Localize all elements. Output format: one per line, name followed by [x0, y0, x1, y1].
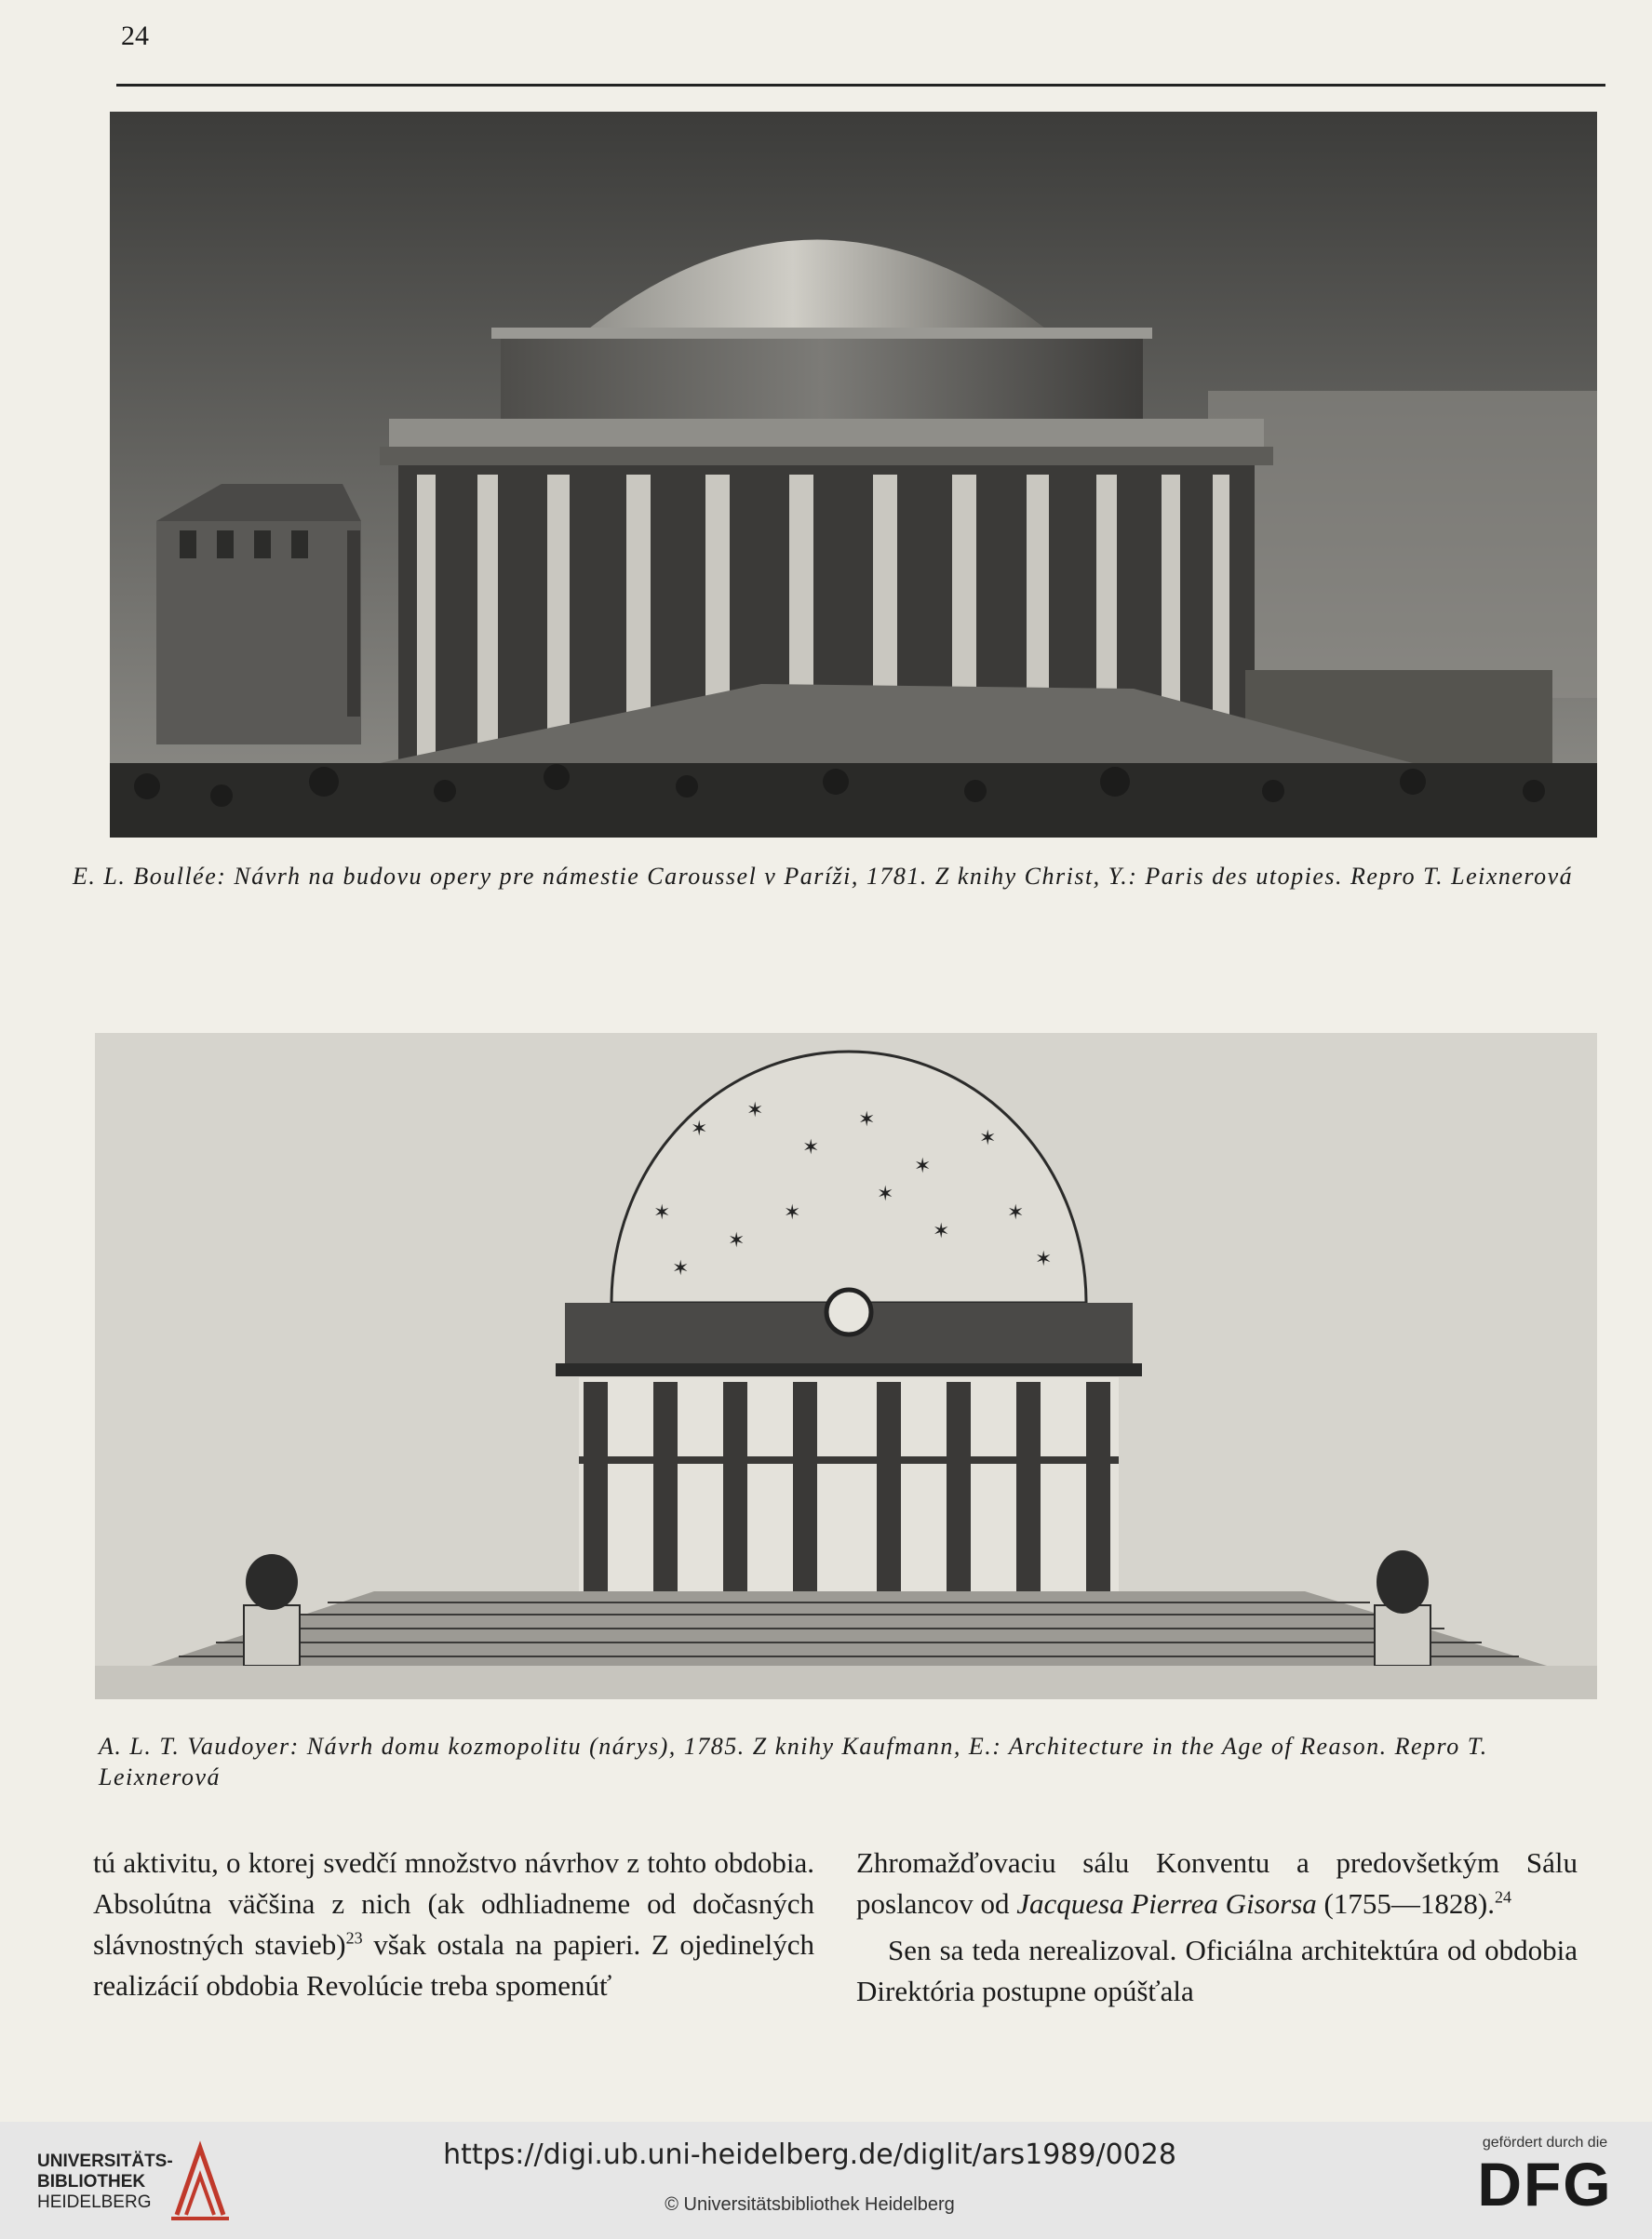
dfg-logo[interactable]	[1461, 2135, 1629, 2228]
library-name: UNIVERSITÄTS- BIBLIOTHEK HEIDELBERG	[37, 2152, 173, 2212]
svg-text:✶: ✶	[858, 1107, 876, 1131]
svg-text:✶: ✶	[691, 1117, 708, 1140]
footer-bar	[0, 2122, 1652, 2239]
svg-text:✶: ✶	[784, 1200, 801, 1224]
footnote-ref-23: 23	[345, 1928, 363, 1948]
library-logo[interactable]	[37, 2140, 233, 2224]
page-number: 24	[121, 20, 149, 51]
svg-text:✶: ✶	[1035, 1247, 1053, 1270]
figure2-caption: A. L. T. Vaudoyer: Návrh domu kozmopolitu (nárys), 1785. Z knihy Kaufmann, E.: Architecture in the Age of Reason. Repro T. Leixnerová	[99, 1733, 1488, 1790]
svg-text:✶: ✶	[746, 1098, 764, 1121]
svg-text:✶: ✶	[653, 1200, 671, 1224]
figure1-caption: E. L. Boullée: Návrh na budovu opery pre námestie Caroussel v Paríži, 1781. Z knihy Christ, Y.: Paris des utopies. Repro T. Leixnerová	[73, 863, 1574, 890]
figure-cosmopolitan-house-image	[95, 1033, 1597, 1699]
source-url-link[interactable]: https://digi.ub.uni-heidelberg.de/diglit/ars1989/0028	[443, 2138, 1176, 2171]
svg-text:✶: ✶	[672, 1256, 690, 1280]
svg-text:✶: ✶	[979, 1126, 997, 1149]
library-mark-icon	[168, 2140, 233, 2220]
svg-text:✶: ✶	[877, 1182, 894, 1205]
person-name: Jacquesa Pierrea Gisorsa	[1016, 1887, 1317, 1920]
footnote-ref-24: 24	[1494, 1887, 1511, 1907]
funding-label: gefördert durch die	[1482, 2135, 1608, 2151]
svg-text:✶: ✶	[914, 1154, 932, 1177]
figure-opera-building-image	[110, 112, 1597, 838]
header-rule	[116, 84, 1605, 87]
svg-text:✶: ✶	[1007, 1200, 1025, 1224]
copyright-notice: © Universitätsbibliothek Heidelberg	[665, 2194, 955, 2215]
svg-text:✶: ✶	[728, 1228, 745, 1252]
cosmopolitan-house-drawing	[95, 1033, 1597, 1699]
svg-text:✶: ✶	[802, 1135, 820, 1159]
left-paragraph: tú aktivitu, o ktorej svedčí množstvo návrhov z tohto obdobia. Absolútna väčšina z nich (ak odhliadneme od dočasných slávnostných stavieb)$^{23}$ však ostala na papieri. Z ojedinelých realizácií obdobia Revolúcie treba spomenúť	[93, 1846, 814, 2002]
right-paragraph-2: Sen sa teda nerealizoval. Oficiálna architektúra od obdobia Direktória postupne opúšťala	[856, 1934, 1578, 2007]
right-paragraph-1: Zhromažďovaciu sálu Konventu a predovšetkým Sálu poslancov od Jacquesa Pierrea Gisorsa (1755—1828).$^{24}$	[856, 1846, 1578, 1920]
opera-building-drawing	[110, 112, 1597, 838]
body-column-left	[93, 1843, 814, 2006]
dfg-wordmark: DFG	[1477, 2150, 1613, 2219]
svg-text:✶: ✶	[933, 1219, 950, 1242]
body-column-right	[856, 1843, 1578, 2012]
